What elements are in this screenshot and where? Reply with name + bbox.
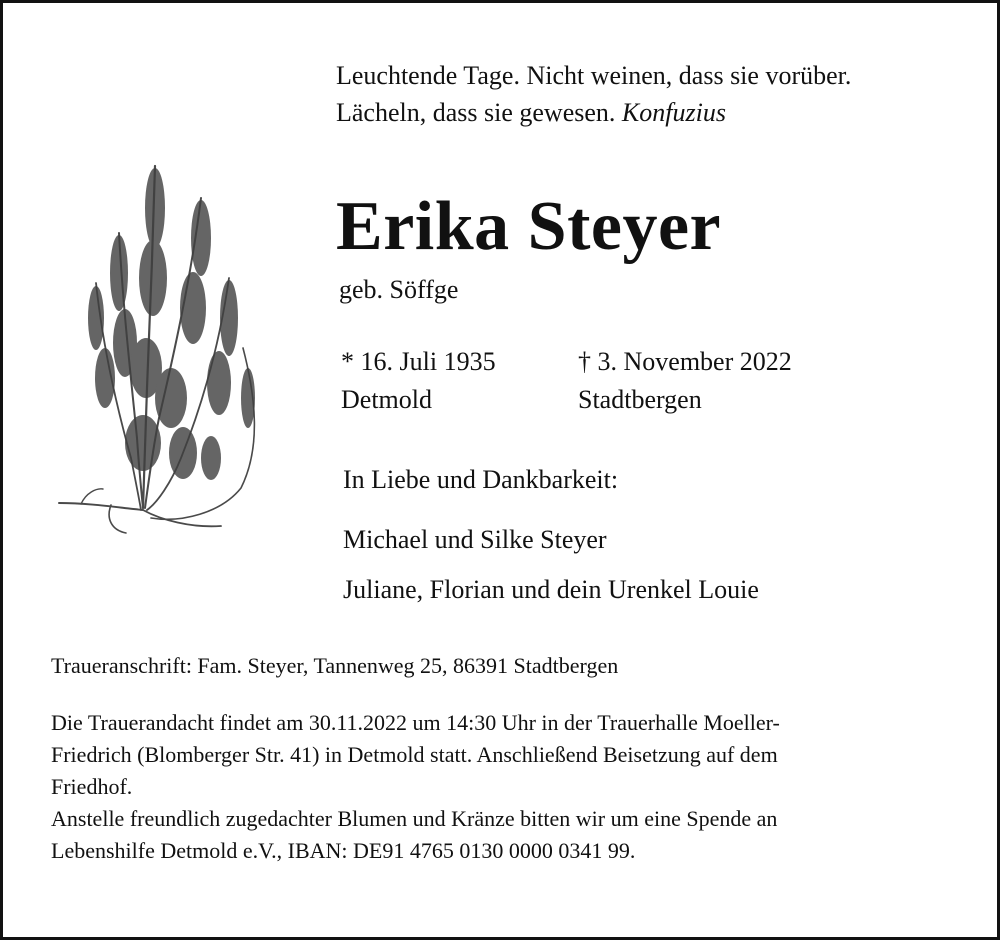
maiden-name: geb. Söffge: [339, 275, 459, 304]
death-place: Stadtbergen: [578, 385, 702, 414]
quote-author: Konfuzius: [621, 98, 726, 127]
mourning-address: Traueranschrift: Fam. Steyer, Tannenweg 25, 86391 Stadtbergen: [51, 653, 619, 678]
mourner-line: Juliane, Florian und dein Urenkel Louie: [343, 575, 759, 604]
ceremony-line: Friedrich (Blomberger Str. 41) in Detmold statt. Anschließend Beisetzung auf dem: [51, 742, 778, 767]
birth-place: Detmold: [341, 385, 432, 414]
death-info: [578, 343, 792, 419]
death-date: † 3. November 2022: [578, 347, 792, 376]
deceased-name: Erika Steyer: [336, 188, 722, 265]
mourner-line: Michael und Silke Steyer: [343, 525, 607, 554]
ceremony-text: [51, 707, 961, 867]
ceremony-line: Die Trauerandacht findet am 30.11.2022 um 14:30 Uhr in der Trauerhalle Moeller-: [51, 710, 780, 735]
donation-line: Anstelle freundlich zugedachter Blumen und Kränze bitten wir um eine Spende an: [51, 806, 778, 831]
quote-line: Leuchtende Tage. Nicht weinen, dass sie vorüber.: [336, 61, 852, 90]
quote-text: Lächeln, dass sie gewesen.: [336, 98, 616, 127]
birth-date: * 16. Juli 1935: [341, 347, 496, 376]
quote-block: [336, 57, 851, 131]
ceremony-line: Friedhof.: [51, 774, 133, 799]
quote-line: [336, 94, 851, 131]
birth-info: [341, 343, 496, 419]
donation-line: Lebenshilfe Detmold e.V., IBAN: DE91 4765 0130 0000 0341 99.: [51, 838, 636, 863]
heather-branch-icon: [51, 158, 273, 543]
mourners-intro: In Liebe und Dankbarkeit:: [343, 465, 619, 494]
